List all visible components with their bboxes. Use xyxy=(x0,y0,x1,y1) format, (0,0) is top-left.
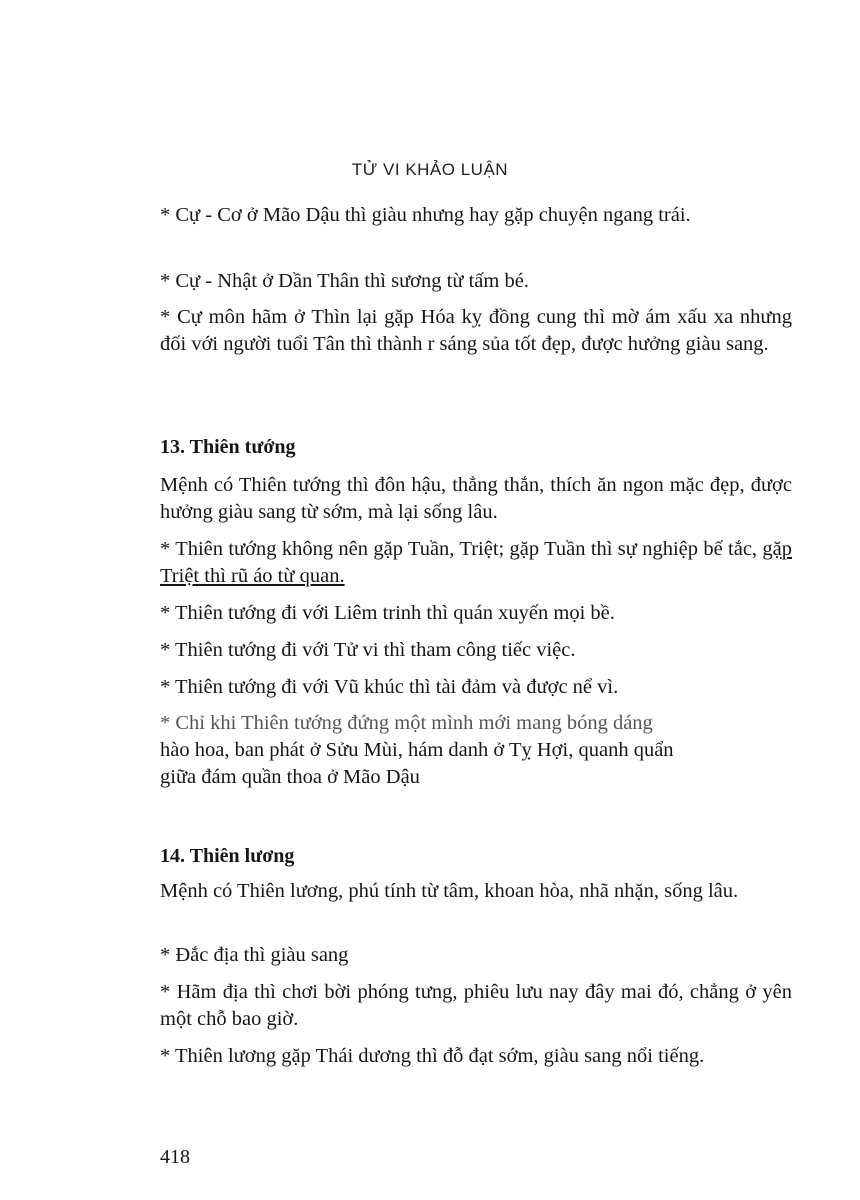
text-line: hào hoa, ban phát ở Sửu Mùi, hám danh ở Tỵ Hợi, quanh quẩn xyxy=(160,739,674,761)
paragraph: Mệnh có Thiên lương, phú tính từ tâm, khoan hòa, nhã nhặn, sống lâu. xyxy=(160,880,739,902)
paragraph xyxy=(160,536,792,590)
underlined-text: gặp Triệt thì rũ áo từ quan. xyxy=(160,538,792,587)
text-run: * Thiên tướng không nên gặp Tuần, Triệt; gặp Tuần thì sự nghiệp bế tắc, xyxy=(160,538,763,560)
text-line: giữa đám quần thoa ở Mão Dậu xyxy=(160,766,420,788)
running-header: TỬ VI KHẢO LUẬN xyxy=(351,160,509,179)
paragraph: * Thiên tướng đi với Liêm trinh thì quán xuyến mọi bề. xyxy=(160,602,615,624)
page-number: 418 xyxy=(160,1146,190,1168)
section-heading-14: 14. Thiên lương xyxy=(160,845,295,867)
paragraph: * Cự - Cơ ở Mão Dậu thì giàu nhưng hay gặp chuyện ngang trái. xyxy=(160,204,691,226)
paragraph: Mệnh có Thiên tướng thì đôn hậu, thẳng thắn, thích ăn ngon mặc đẹp, được hưởng giàu sang từ sớm, mà lại sống lâu. xyxy=(160,474,792,523)
paragraph: * Thiên tướng đi với Vũ khúc thì tài đảm và được nể vì. xyxy=(160,676,619,698)
paragraph: * Cự môn hãm ở Thìn lại gặp Hóa kỵ đồng cung thì mờ ám xấu xa nhưng đối với người tuổi Tân thì thành r sáng sủa tốt đẹp, được hưởng giàu sang. xyxy=(160,306,792,355)
paragraph: * Thiên tướng đi với Tử vi thì tham công tiếc việc. xyxy=(160,639,576,661)
paragraph: * Hãm địa thì chơi bời phóng tưng, phiêu lưu nay đây mai đó, chẳng ở yên một chỗ bao giờ. xyxy=(160,981,792,1030)
text-line: * Chỉ khi Thiên tướng đứng một mình mới mang bóng dáng xyxy=(160,712,653,734)
section-heading-13: 13. Thiên tướng xyxy=(160,436,296,458)
paragraph: * Đắc địa thì giàu sang xyxy=(160,944,349,966)
paragraph xyxy=(160,710,792,791)
paragraph: * Cự - Nhật ở Dần Thân thì sương từ tấm bé. xyxy=(160,270,529,292)
paragraph: * Thiên lương gặp Thái dương thì đỗ đạt sớm, giàu sang nổi tiếng. xyxy=(160,1045,705,1067)
